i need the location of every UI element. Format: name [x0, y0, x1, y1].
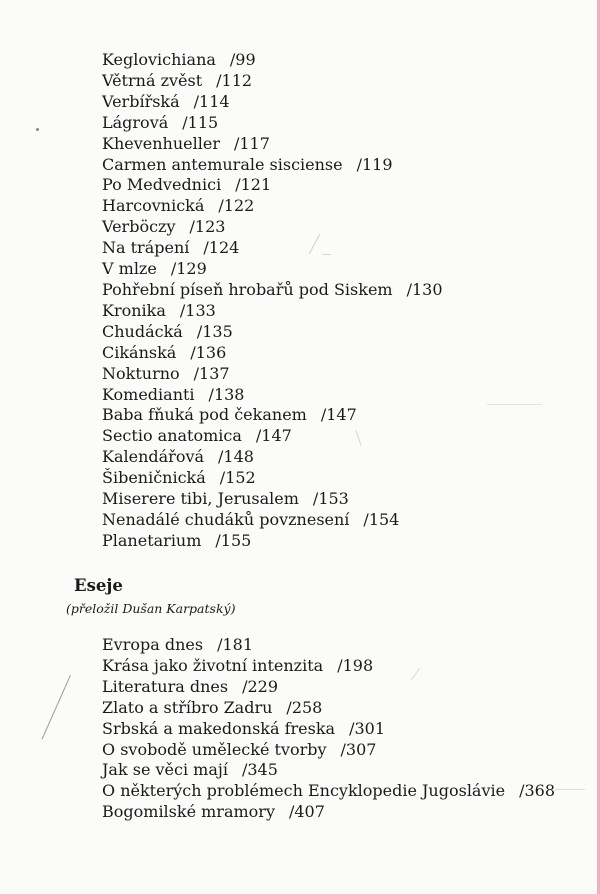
essays-toc-list	[102, 635, 555, 823]
entry-page: /152	[219, 468, 256, 488]
toc-entry	[102, 259, 443, 280]
entry-page: /130	[406, 279, 443, 299]
entry-page: /154	[363, 509, 400, 529]
entry-page: /136	[190, 342, 227, 362]
entry-title: Nenadálé chudáků povznesení	[102, 509, 350, 529]
entry-page: /229	[242, 676, 278, 696]
entry-page: /123	[189, 217, 226, 237]
entry-title: Komedianti	[102, 384, 195, 404]
entry-page: /198	[337, 655, 374, 675]
entry-title: Na trápení	[102, 238, 190, 258]
entry-title: Evropa dnes	[102, 635, 204, 654]
entry-page: /112	[216, 70, 253, 90]
entry-title: Nokturno	[102, 363, 180, 383]
toc-entry	[102, 196, 443, 217]
entry-title: Verbířská	[102, 91, 180, 111]
entry-page: /121	[235, 175, 272, 195]
toc-entry	[102, 175, 443, 196]
toc-entry	[102, 719, 555, 740]
toc-entry	[102, 113, 443, 134]
toc-entry	[102, 364, 443, 385]
toc-entry	[102, 740, 555, 761]
entry-title: Kronika	[102, 300, 166, 320]
toc-entry	[102, 343, 443, 364]
entry-title: Keglovichiana	[102, 50, 216, 69]
entry-title: Kalendářová	[102, 447, 205, 467]
pencil-mark	[42, 675, 71, 739]
entry-title: Literatura dnes	[102, 676, 229, 696]
entry-page: /153	[312, 489, 349, 509]
toc-entry	[102, 698, 555, 719]
entry-page: /99	[229, 50, 256, 69]
toc-entry	[102, 238, 443, 259]
entry-title: Verböczy	[102, 217, 176, 237]
toc-entry	[102, 489, 443, 510]
toc-entry	[102, 802, 555, 823]
entry-title: Zlato a stříbro Zadru	[102, 697, 273, 717]
entry-page: /129	[170, 259, 207, 279]
toc-entry	[102, 71, 443, 92]
toc-entry	[102, 385, 443, 406]
scan-speck	[36, 128, 39, 131]
toc-entry	[102, 134, 443, 155]
toc-entry	[102, 217, 443, 238]
toc-entry	[102, 405, 443, 426]
entry-title: Chudácká	[102, 321, 183, 341]
entry-page: /124	[203, 238, 240, 258]
toc-entry	[102, 677, 555, 698]
entry-page: /181	[217, 635, 254, 654]
entry-title: Carmen antemurale sisciense	[102, 154, 343, 174]
toc-entry	[102, 155, 443, 176]
toc-entry	[102, 322, 443, 343]
entry-page: /137	[193, 363, 230, 383]
poems-toc-list	[102, 50, 443, 552]
entry-title: Po Medvednici	[102, 175, 222, 195]
entry-page: /368	[519, 781, 556, 801]
entry-page: /135	[196, 321, 233, 341]
essays-section-heading: Eseje	[74, 576, 123, 595]
entry-page: /133	[179, 300, 216, 320]
entry-page: /138	[208, 384, 245, 404]
toc-entry	[102, 301, 443, 322]
entry-title: O některých problémech Encyklopedie Jugoslávie	[102, 781, 506, 801]
entry-page: /114	[193, 91, 230, 111]
entry-page: /407	[288, 802, 325, 822]
entry-page: /345	[241, 760, 278, 780]
entry-title: Krása jako životní intenzita	[102, 655, 324, 675]
entry-title: Srbská a makedonská freska	[102, 718, 336, 738]
entry-title: Cikánská	[102, 342, 177, 362]
entry-title: Khevenhueller	[102, 133, 220, 153]
entry-page: /122	[218, 196, 255, 216]
toc-entry	[102, 760, 555, 781]
entry-title: Větrná zvěst	[102, 70, 203, 90]
pencil-mark	[487, 404, 542, 405]
entry-title: Šibeničnická	[102, 468, 206, 488]
toc-entry	[102, 468, 443, 489]
translator-credit: (přeložil Dušan Karpatský)	[66, 601, 236, 616]
entry-title: Planetarium	[102, 530, 202, 550]
toc-entry	[102, 50, 443, 71]
entry-page: /147	[255, 426, 292, 446]
entry-title: Bogomilské mramory	[102, 802, 275, 822]
toc-entry	[102, 426, 443, 447]
entry-page: /115	[182, 112, 219, 132]
entry-title: Harcovnická	[102, 196, 205, 216]
entry-page: /155	[215, 530, 252, 550]
pencil-mark	[322, 254, 331, 255]
entry-page: /147	[320, 405, 357, 425]
entry-page: /258	[286, 697, 323, 717]
toc-entry	[102, 531, 443, 552]
entry-title: Pohřební píseň hrobařů pod Siskem	[102, 279, 393, 299]
entry-title: Lágrová	[102, 112, 169, 132]
entry-title: Baba fňuká pod čekanem	[102, 405, 307, 425]
entry-title: V mlze	[102, 259, 157, 279]
entry-title: Jak se věci mají	[102, 760, 228, 780]
toc-entry	[102, 635, 555, 656]
entry-page: /148	[218, 447, 254, 467]
pencil-mark	[555, 789, 585, 790]
entry-page: /301	[349, 718, 386, 738]
toc-entry	[102, 280, 443, 301]
entry-page: /117	[233, 133, 270, 153]
entry-title: Miserere tibi, Jerusalem	[102, 489, 299, 509]
toc-entry	[102, 447, 443, 468]
entry-title: Sectio anatomica	[102, 426, 242, 446]
entry-title: O svobodě umělecké tvorby	[102, 739, 327, 759]
toc-entry	[102, 92, 443, 113]
toc-entry	[102, 781, 555, 802]
toc-entry	[102, 510, 443, 531]
toc-entry	[102, 656, 555, 677]
entry-page: /119	[356, 154, 393, 174]
entry-page: /307	[340, 739, 377, 759]
